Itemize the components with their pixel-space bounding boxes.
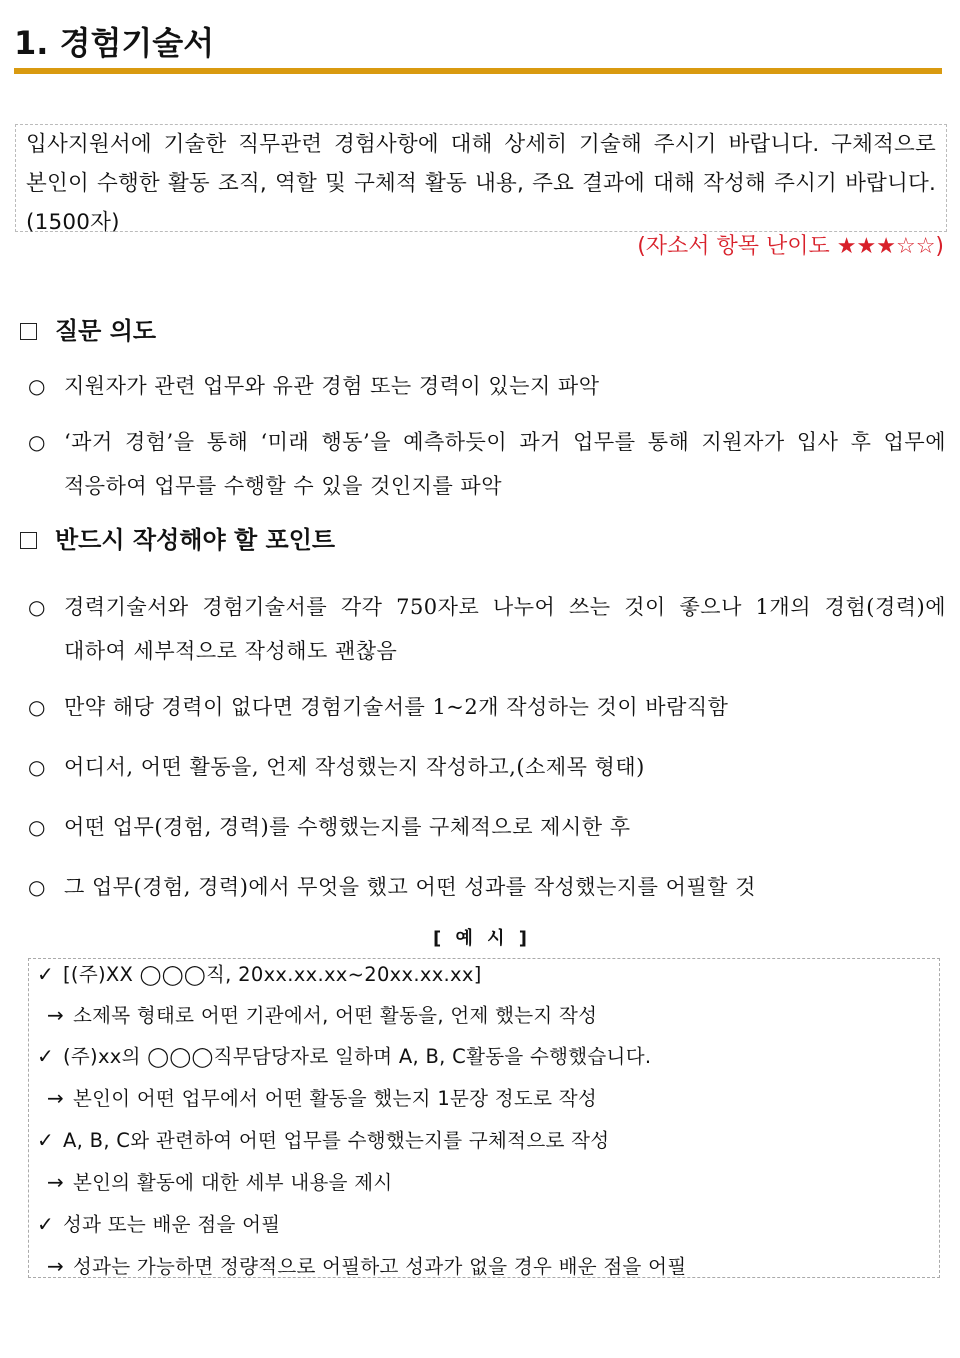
page-title: 1. 경험기술서 [14,24,215,62]
checkmark-icon: ✓ [37,1212,55,1236]
list-item-text: ‘과거 경험’을 통해 ‘미래 행동’을 예측하듯이 과거 업무를 통해 지원자가 입사 후 업무에 적응하여 업무를 수행할 수 있을 것인지를 파악 [64,430,946,498]
example-title: [ 예 시 ] [432,928,528,949]
question-prompt-box [15,124,947,235]
example-line [37,1041,651,1072]
list-item-text: 지원자가 관련 업무와 유관 경험 또는 경력이 있는지 파악 [64,374,600,398]
checkmark-icon: ✓ [37,1128,55,1152]
list-item-text: 만약 해당 경력이 없다면 경험기술서를 1~2개 작성하는 것이 바람직함 [64,695,729,719]
example-line [47,1167,393,1198]
example-line-text: 본인의 활동에 대한 세부 내용을 제시 [73,1171,393,1194]
circle-bullet-icon: ○ [28,815,46,839]
list-item-text: 어디서, 어떤 활동을, 언제 작성했는지 작성하고,(소제목 형태) [64,755,645,779]
example-line-text: 본인이 어떤 업무에서 어떤 활동을 했는지 1문장 정도로 작성 [73,1087,597,1110]
example-box [28,958,940,1278]
circle-bullet-icon: ○ [28,755,46,779]
example-line [37,1209,280,1240]
checkmark-icon: ✓ [37,962,55,986]
list-item-text: 그 업무(경험, 경력)에서 무엇을 했고 어떤 성과를 작성했는지를 어필할 것 [64,875,756,899]
list-item-text: 어떤 업무(경험, 경력)를 수행했는지를 구체적으로 제시한 후 [64,815,631,839]
section-heading-question-intent [16,314,156,348]
checkbox-square-icon [20,323,37,340]
list-item [28,809,946,845]
example-line-text: 성과 또는 배운 점을 어필 [63,1213,281,1236]
example-line-text: (주)xx의 ◯◯◯직무담당자로 일하며 A, B, C활동을 수행했습니다. [63,1045,652,1068]
example-line [47,1083,597,1114]
example-line-text: 소제목 형태로 어떤 기관에서, 어떤 활동을, 언제 했는지 작성 [73,1004,598,1027]
list-item [28,420,946,508]
example-line-text: 성과는 가능하면 정량적으로 어필하고 성과가 없을 경우 배운 점을 어필 [73,1255,687,1278]
circle-bullet-icon: ○ [28,875,46,899]
arrow-right-icon: → [47,1086,65,1110]
example-line-text: [(주)XX ◯◯◯직, 20xx.xx.xx~20xx.xx.xx] [63,963,482,986]
example-line [47,1251,686,1282]
circle-bullet-icon: ○ [28,430,46,454]
difficulty-rating: (자소서 항목 난이도 ★★★☆☆) [637,234,944,259]
checkbox-square-icon [20,532,37,549]
list-item [28,749,946,785]
title-underline [14,68,942,74]
section-heading-key-points [16,523,335,557]
question-prompt-text: 입사지원서에 기술한 직무관련 경험사항에 대해 상세히 기술해 주시기 바랍니다. 구체적으로 본인이 수행한 활동 조직, 역할 및 구체적 활동 내용, 주요 결과에 대해 작성해 주시기 바랍니다.(1500자) [26,132,936,235]
example-line [37,1125,609,1156]
list-item [28,689,946,725]
circle-bullet-icon: ○ [28,595,46,619]
circle-bullet-icon: ○ [28,695,46,719]
list-item-text: 경력기술서와 경험기술서를 각각 750자로 나누어 쓰는 것이 좋으나 1개의 경험(경력)에 대하여 세부적으로 작성해도 괜찮음 [64,595,946,663]
example-line [37,959,482,990]
example-line-text: A, B, C와 관련하여 어떤 업무를 수행했는지를 구체적으로 작성 [63,1129,610,1152]
section-heading-label: 질문 의도 [55,317,157,345]
list-item [28,869,946,905]
arrow-right-icon: → [47,1003,65,1027]
list-item [28,585,946,673]
checkmark-icon: ✓ [37,1044,55,1068]
example-line [47,1000,597,1031]
section-heading-label: 반드시 작성해야 할 포인트 [55,526,336,554]
circle-bullet-icon: ○ [28,374,46,398]
arrow-right-icon: → [47,1254,65,1278]
arrow-right-icon: → [47,1170,65,1194]
list-item [28,368,946,404]
